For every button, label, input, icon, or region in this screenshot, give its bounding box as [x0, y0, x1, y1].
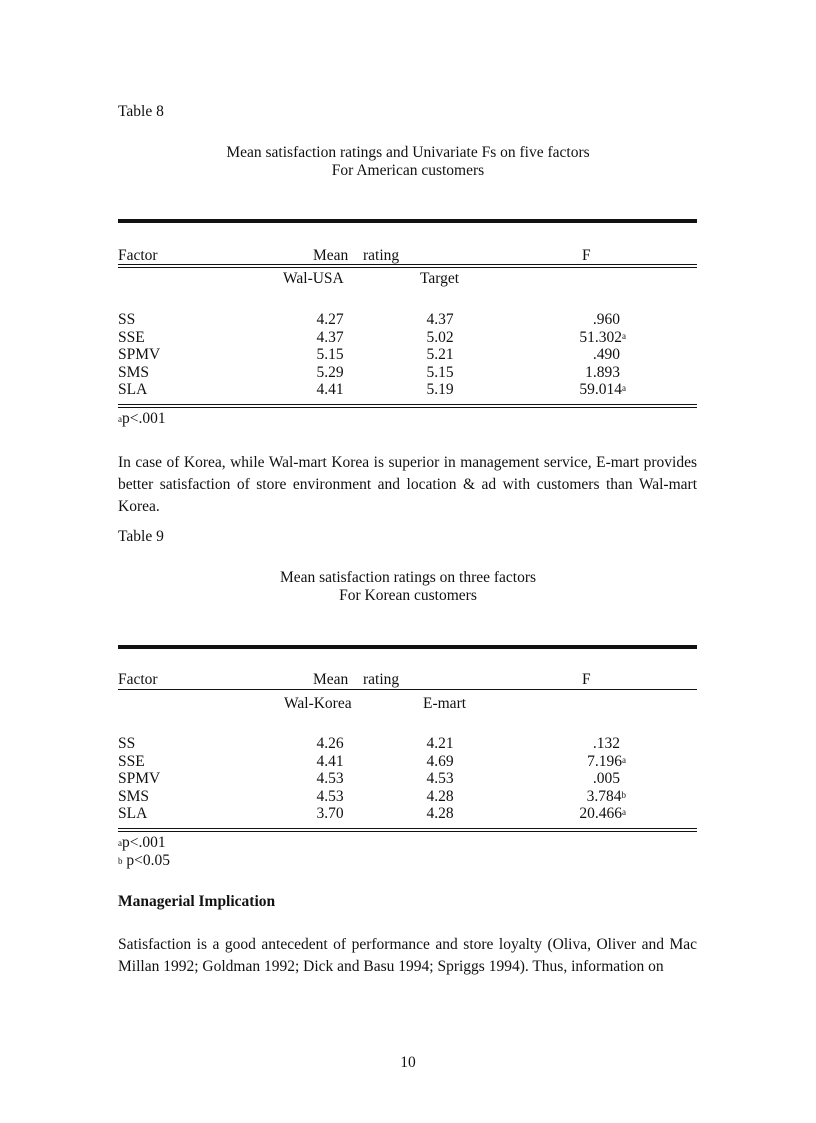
table9-footnote-b-sup: b [118, 856, 123, 866]
table9-footnote-a [118, 834, 166, 852]
table8-bottom-rule [118, 404, 697, 408]
table9-subheader-row [0, 695, 816, 712]
table9-title: Mean satisfaction ratings on three factors [279, 569, 537, 586]
f-value: 1.893 [585, 363, 620, 381]
table-row [0, 329, 816, 346]
factor-cell: SS [118, 735, 136, 752]
mean1-cell: 4.41 [316, 752, 344, 770]
mean2-cell: 4.28 [426, 787, 454, 805]
f-value: 3.784 [586, 787, 622, 805]
table9-header-f: F [582, 671, 591, 688]
table8-subheader-target: Target [420, 270, 460, 287]
table9-subheader-walkorea: Wal-Korea [284, 695, 352, 712]
mean1-cell: 4.53 [316, 770, 344, 787]
f-cell [585, 364, 626, 381]
table8-subheader-walusa: Wal-USA [283, 270, 344, 287]
table9-header-factor: Factor [118, 671, 158, 688]
f-significance-sup: a [622, 807, 626, 817]
mean1-cell: 3.70 [316, 805, 344, 822]
table-row [0, 753, 816, 770]
table9-footnote-b [118, 852, 170, 870]
mean2-cell: 5.02 [426, 328, 454, 346]
mean2-cell: 4.21 [426, 735, 454, 752]
factor-cell: SSE [118, 752, 145, 770]
table-row [0, 805, 816, 822]
factor-cell: SMS [118, 787, 150, 805]
mean1-cell: 5.29 [316, 363, 344, 381]
paragraph-korea: In case of Korea, while Wal-mart Korea is superior in management service, E-mart provides better satisfaction of store environment and location & ad with customers than Wal-mart Korea. [118, 454, 697, 515]
f-cell [579, 381, 626, 398]
factor-cell: SS [118, 311, 136, 328]
mean1-cell: 4.27 [316, 311, 344, 328]
f-value: 51.302 [579, 328, 622, 346]
f-significance-sup: a [622, 330, 626, 341]
table8-footnote-text: p<.001 [122, 410, 166, 427]
f-significance-sup: a [622, 383, 626, 393]
mean1-cell: 4.26 [316, 735, 344, 752]
factor-cell: SPMV [118, 770, 161, 787]
mean2-cell: 5.15 [426, 363, 454, 381]
table8-subheader-row [0, 270, 816, 287]
table9-footnote-a-sup: a [118, 838, 122, 848]
f-value: .005 [592, 770, 620, 787]
table8-footnote-sup: a [118, 414, 122, 424]
table-row [0, 788, 816, 805]
table-row [0, 364, 816, 381]
factor-cell: SPMV [118, 346, 161, 363]
table9-header-rating: rating [363, 671, 400, 688]
table8-header-row [0, 247, 816, 264]
mean1-cell: 4.53 [316, 787, 344, 805]
table8-label: Table 8 [118, 103, 164, 120]
table8-header-rule [118, 264, 697, 268]
factor-cell: SMS [118, 363, 150, 381]
table9-footnote-b-text: p<0.05 [122, 852, 170, 869]
mean2-cell: 5.21 [426, 346, 454, 363]
table9-top-rule [118, 645, 697, 649]
f-cell [579, 805, 626, 822]
mean2-cell: 4.28 [426, 805, 454, 822]
table8-top-rule [118, 219, 697, 223]
f-cell [593, 770, 626, 787]
f-cell [587, 788, 626, 805]
table-row [0, 381, 816, 398]
table8-title: Mean satisfaction ratings and Univariate Fs on five factors [226, 144, 590, 161]
table8-header-f: F [582, 247, 591, 264]
table9-label: Table 9 [118, 528, 164, 545]
table9-subtitle: For Korean customers [339, 587, 477, 604]
factor-cell: SLA [118, 805, 148, 822]
f-value: .960 [592, 311, 620, 328]
table9-bottom-rule [118, 828, 697, 832]
mean2-cell: 4.53 [426, 770, 454, 787]
table-row [0, 346, 816, 363]
table8-footnote [118, 410, 166, 428]
f-value: .132 [592, 735, 620, 752]
table8-subtitle: For American customers [331, 162, 485, 179]
table-row [0, 311, 816, 328]
f-cell [579, 329, 626, 346]
page-number: 10 [400, 1054, 416, 1071]
table9-subheader-emart: E-mart [423, 695, 467, 712]
f-value: 7.196 [587, 752, 622, 770]
mean1-cell: 4.41 [316, 381, 344, 398]
f-cell [593, 311, 626, 328]
paragraph-implication: Satisfaction is a good antecedent of performance and store loyalty (Oliva, Oliver and Mac Millan 1992; Goldman 1992; Dick and Basu 1994; Spriggs 1994). Thus, information on [118, 936, 697, 975]
table9-header-mean: Mean [313, 671, 349, 688]
f-value: 20.466 [579, 805, 622, 822]
mean1-cell: 5.15 [316, 346, 344, 363]
table8-header-factor: Factor [118, 247, 158, 264]
f-cell [593, 346, 626, 363]
f-significance-sup: a [622, 754, 626, 765]
f-significance-sup: b [621, 789, 626, 800]
table8-header-mean: Mean [313, 247, 349, 264]
mean2-cell: 5.19 [426, 381, 454, 398]
table9-header-rule [118, 689, 697, 690]
factor-cell: SSE [118, 328, 145, 346]
table-row [0, 770, 816, 787]
mean2-cell: 4.69 [426, 752, 454, 770]
table9-footnote-a-text: p<.001 [122, 834, 166, 851]
mean2-cell: 4.37 [426, 311, 454, 328]
f-cell [593, 735, 626, 752]
table9-header-row [0, 671, 816, 688]
mean1-cell: 4.37 [316, 328, 344, 346]
f-value: .490 [592, 346, 620, 363]
table8-header-rating: rating [363, 247, 400, 264]
factor-cell: SLA [118, 381, 148, 398]
section-heading: Managerial Implication [118, 893, 276, 910]
f-value: 59.014 [579, 381, 622, 398]
table-row [0, 735, 816, 752]
f-cell [587, 753, 626, 770]
